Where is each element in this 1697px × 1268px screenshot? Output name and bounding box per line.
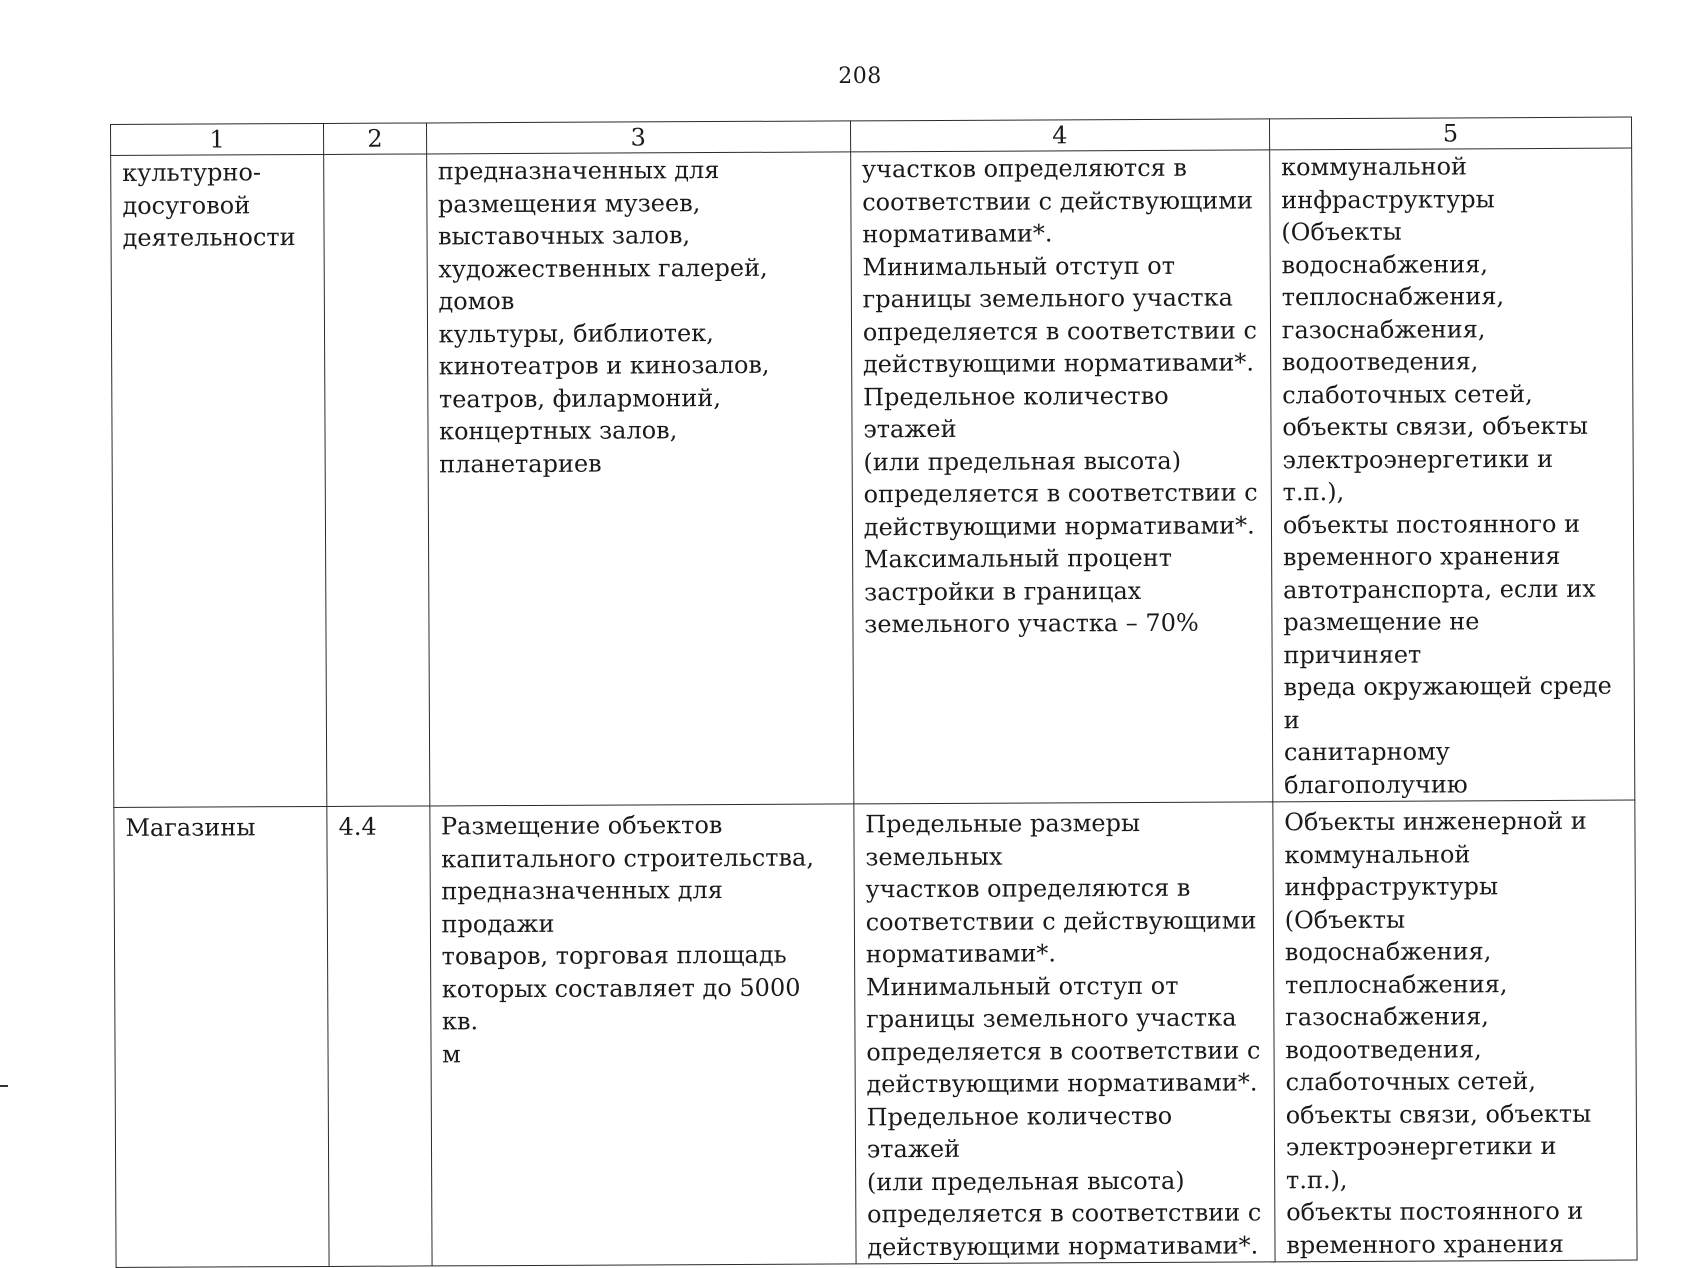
- column-number-3: 3: [426, 121, 850, 154]
- table-cell-description: [429, 804, 855, 1266]
- cell-text: культурно- досуговой деятельности: [122, 156, 313, 254]
- table-row: [114, 800, 1637, 1267]
- page-number: 208: [0, 64, 1697, 89]
- table-cell-auxiliary-uses: [1269, 148, 1634, 802]
- table-cell-description: [426, 152, 853, 806]
- cell-text: Предельные размеры земельных участков определяются в соответствии с действующими нормативами*. Минимальный отступ от границы земельного участка определяется в соответствии с действующими нормативами*. Предельное количество этажей (или предельная высота) определяется в соответствии с действующими нормативами*.: [865, 806, 1263, 1263]
- column-number-2: 2: [324, 123, 427, 155]
- table-cell-parameters: [850, 150, 1272, 804]
- table-row: [111, 148, 1635, 807]
- cell-text: Объекты инженерной и коммунальной инфраструктуры (Объекты водоснабжения, теплоснабжения, газоснабжения, водоотведения, слаботочных сетей, объекты связи, объекты электроэнергетики и т.п.), объекты постоянного и временного хранения: [1284, 805, 1625, 1262]
- table-cell-code: [327, 806, 432, 1266]
- table-cell-use-name: [114, 806, 329, 1267]
- margin-mark: [0, 1085, 8, 1087]
- zoning-table: [110, 117, 1638, 1268]
- column-number-4: 4: [850, 119, 1269, 152]
- table-cell-auxiliary-uses: [1273, 800, 1637, 1262]
- cell-text: Магазины: [125, 811, 315, 844]
- cell-text: коммунальной инфраструктуры (Объекты водоснабжения, теплоснабжения, газоснабжения, водоотведения, слаботочных сетей, объекты связи, объекты электроэнергетики и т.п.), объекты постоянного и временного хранения автотранспорта, если их размещение не причиняет вреда окружающей среде и санитарному благополучию: [1281, 150, 1623, 802]
- table-cell-use-name: [111, 154, 327, 807]
- cell-text: участков определяются в соответствии с действующими нормативами*. Минимальный отступ от границы земельного участка определяется в соответствии с действующими нормативами*. Предельное количество этажей (или предельная высота) определяется в соответствии с действующими нормативами*. Максимальный процент застройки в границах земельного участка – 70%: [862, 151, 1260, 640]
- column-number-5: 5: [1269, 117, 1631, 150]
- cell-text: предназначенных для размещения музеев, выставочных залов, художественных галерей, домов культуры, библиотек, кинотеатров и кинозалов, театров, филармоний, концертных залов, планетариев: [438, 153, 841, 480]
- cell-text: Размещение объектов капитального строительства, предназначенных для продажи товаров, торговая площадь которых составляет до 5000 кв. м: [441, 808, 843, 1070]
- table-cell-parameters: [854, 802, 1275, 1264]
- column-number-1: 1: [111, 123, 324, 155]
- cell-text: 4.4: [339, 811, 419, 844]
- table-cell-code: [324, 154, 430, 806]
